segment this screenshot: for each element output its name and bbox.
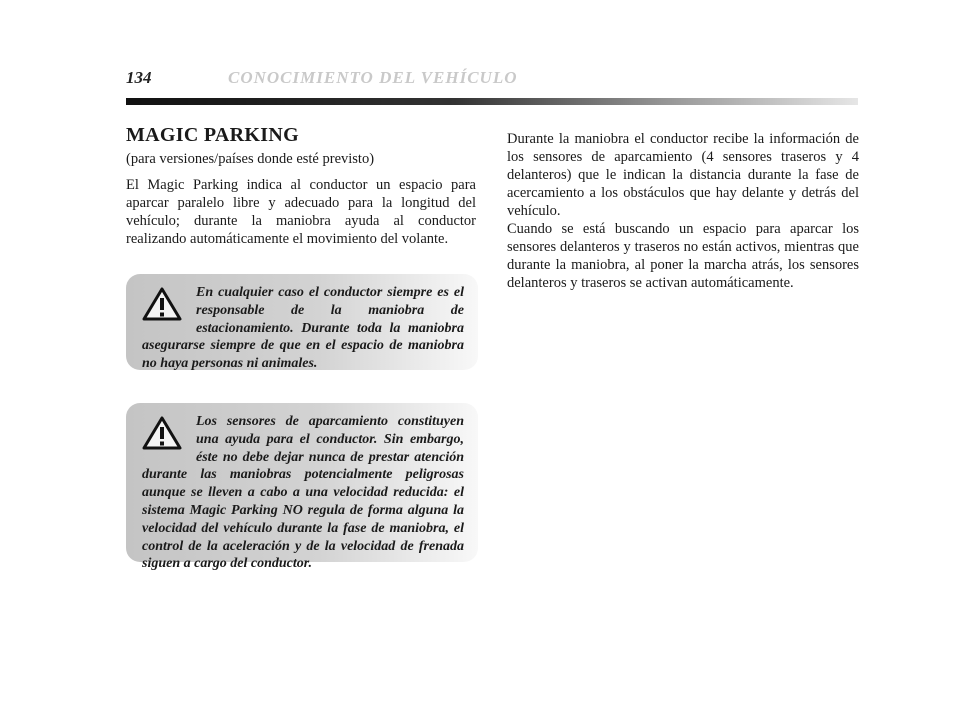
warning-box — [126, 274, 478, 370]
intro-paragraph: El Magic Parking indica al conductor un espacio para aparcar paralelo libre y adecuado para la longitud del vehículo; durante la maniobra ayuda al conductor realizando automáticamente el movimiento del volante. — [126, 177, 476, 247]
body-paragraph: Cuando se está buscando un espacio para aparcar los sensores delanteros y traseros no están activos, mientras que durante la maniobra, al poner la marcha atrás, los sensores delanteros y traseros se activan automáticamente. — [507, 221, 859, 291]
warning-triangle-icon — [142, 415, 182, 451]
section-subheading: (para versiones/países donde esté previsto) — [126, 151, 375, 167]
warning-box — [126, 403, 478, 572]
warning-text: En cualquier caso el conductor siempre es el responsable de la maniobra de estacionamiento. Durante toda la maniobra asegurarse siempre de que en el espacio de maniobra no haya personas ni animales. — [142, 285, 464, 372]
warning-text: Los sensores de aparcamiento constituyen una ayuda para el conductor. Sin embargo, éste no debe dejar nunca de prestar atención durante las maniobras potencialmente peligrosas aunque se lleven a cabo a una velocidad reducida: el sistema Magic Parking NO regula de forma alguna la velocidad del vehículo durante la fase de maniobra, el control de la aceleración y de la velocidad de frenada siguen a cargo del conductor. — [142, 414, 464, 572]
right-column — [507, 130, 859, 292]
section-heading: MAGIC PARKING — [126, 124, 299, 146]
body-paragraph: Durante la maniobra el conductor recibe la información de los sensores de aparcamiento (4 sensores traseros y 4 delanteros) que le indican la distancia durante la fase de acercamiento a los obstáculos que hay delante y detrás del vehículo. — [507, 131, 859, 219]
warning-triangle-icon — [142, 286, 182, 322]
running-title: CONOCIMIENTO DEL VEHÍCULO — [228, 68, 518, 87]
header-rule — [126, 98, 858, 105]
page-number: 134 — [126, 68, 152, 87]
